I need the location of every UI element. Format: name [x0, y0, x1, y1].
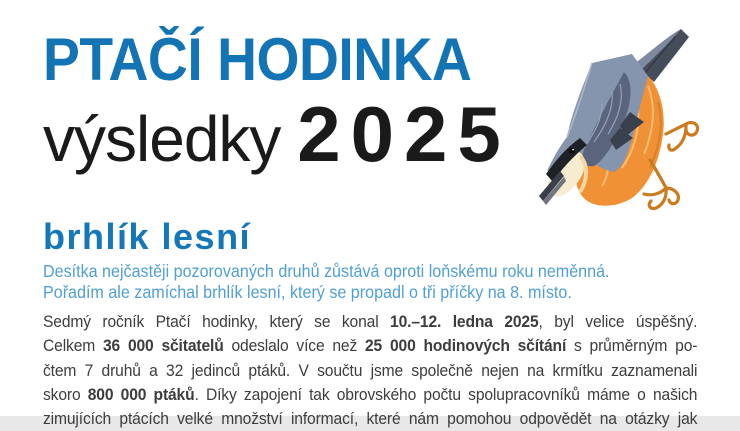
body-line: [43, 310, 697, 334]
page-subtitle: [43, 90, 511, 192]
body-text-bold: 25 000 hodinových sčítání: [365, 336, 567, 356]
body-text-segment: s průměrným po-: [566, 336, 698, 356]
body-line: [43, 407, 697, 431]
subtitle-year: 2025: [297, 90, 511, 178]
body-text-segment: zimujících ptácích velké množství informací, které nám pomohou odpovědět na otázky jak: [43, 409, 698, 429]
section-heading: brhlík lesní: [43, 216, 252, 257]
subtitle-word: výsledky: [43, 103, 298, 175]
lead-paragraph: [43, 261, 610, 304]
page-title: PTAČÍ HODINKA: [43, 26, 472, 93]
body-text-segment: skoro: [43, 384, 88, 404]
lead-line: Desítka nejčastěji pozorovaných druhů zůstává oproti loňskému roku neměnná.: [43, 261, 610, 281]
nuthatch-illustration: [536, 22, 708, 216]
body-text-bold: 800 000 ptáků: [87, 384, 195, 404]
body-text-segment: odeslalo více než: [223, 336, 366, 356]
body-text-segment: Celkem: [43, 336, 103, 356]
body-text-segment: . Díky zapojení tak obrovského počtu spolupracovníků máme o našich: [194, 384, 698, 404]
body-paragraph: [43, 310, 697, 431]
body-line: [43, 383, 697, 407]
body-text-segment: čtem 7 druhů a 32 jedinců ptáků. V součtu jsme společně nejen na krmítku zaznamenali: [43, 360, 698, 380]
body-line: [43, 359, 697, 383]
body-text-segment: Sedmý ročník Ptačí hodinky, který se konal: [43, 312, 391, 331]
lead-line: Pořadím ale zamíchal brhlík lesní, který se propadl o tři příčky na 8. místo.: [43, 282, 572, 303]
body-text-segment: , byl velice úspěšný.: [538, 312, 698, 331]
body-line: [43, 334, 697, 358]
body-text-bold: 36 000 sčitatelů: [102, 336, 224, 356]
body-text-bold: 10.–12. ledna 2025: [390, 312, 539, 331]
